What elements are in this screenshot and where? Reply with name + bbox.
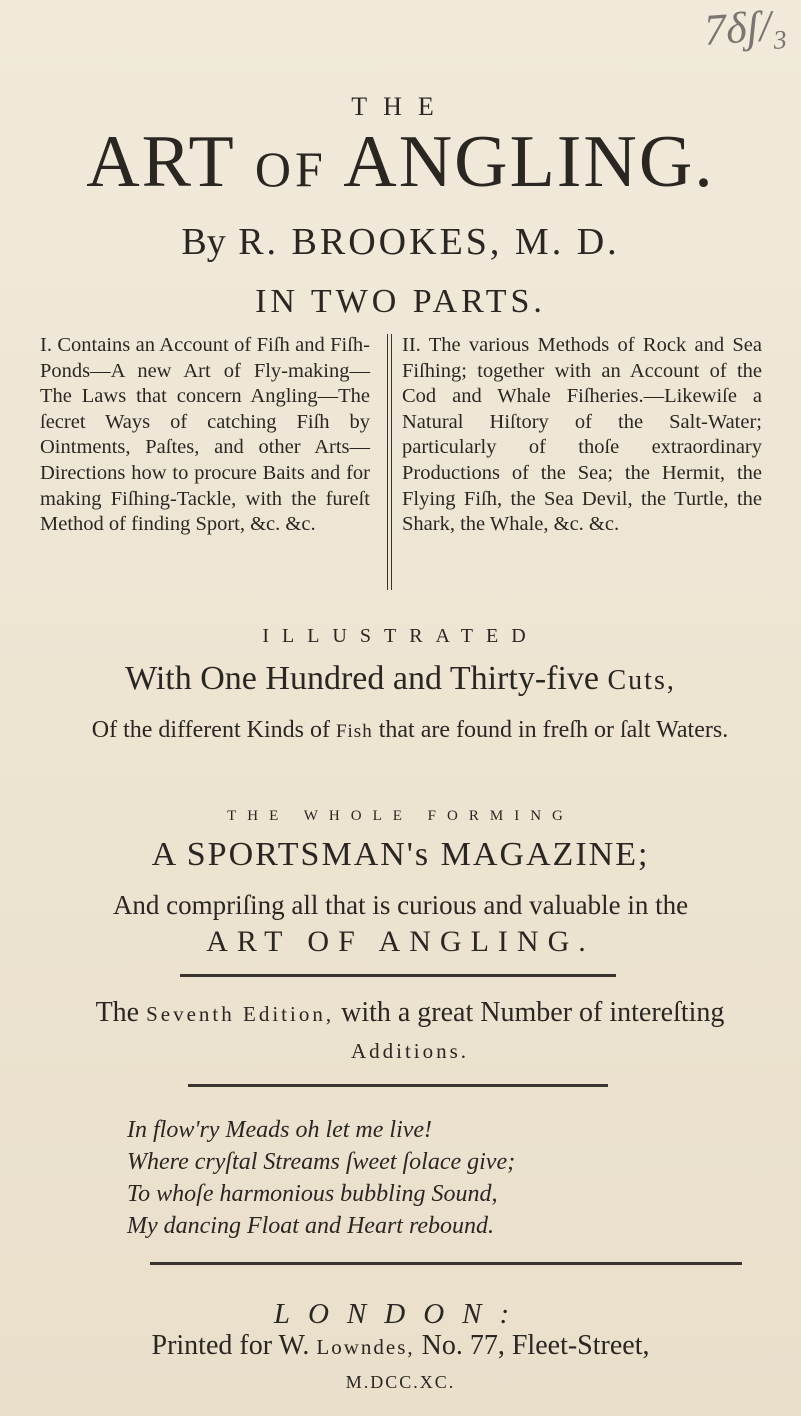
rule-divider (180, 974, 616, 977)
edition-smallcaps: Seventh Edition, (146, 1002, 335, 1026)
edition-pre: The (95, 997, 140, 1028)
column-divider (387, 334, 388, 590)
author-name: R. BROOKES, M. D. (238, 221, 620, 263)
rule-divider (188, 1084, 608, 1087)
printer-pre: Printed for W. (151, 1330, 310, 1361)
poem-line: My dancing Float and Heart rebound. (127, 1213, 495, 1239)
author-by: By (181, 221, 226, 263)
cuts-smallcaps: Cuts, (607, 665, 676, 696)
printer-post: No. 77, Fleet-Street, (421, 1330, 650, 1361)
illustrated-heading: ILLUSTRATED (262, 625, 539, 647)
comprising-line: And compriſing all that is curious and valuable in the (112, 890, 689, 920)
imprint-city: LONDON: (273, 1298, 528, 1330)
rule-divider (150, 1262, 742, 1265)
whole-forming: THE WHOLE FORMING (227, 808, 574, 824)
edition-mid: with a great Number of intereſting (341, 997, 725, 1028)
edition-statement (40, 995, 780, 1069)
fish-smallcaps: Fish (335, 721, 373, 742)
imprint-date: M.DCC.XC. (345, 1372, 456, 1392)
part-two-summary: II. The various Methods of Rock and Sea Fiſhing; together with an Account of the Cod and Whale Fiſheries.—Likewiſe a Natural Hiſtory of the Salt-Water; particularly of thoſe extraordinary Productions of the Sea; the Hermit, the Flying Fiſh, the Sea Devil, the Turtle, the Shark, the Whale, &c. &c. (402, 334, 762, 536)
additions-smallcaps: Additions. (350, 1039, 470, 1063)
fish-pre: Of the different Kinds of (91, 717, 330, 743)
part-one-summary: I. Contains an Account of Fiſh and Fiſh-Ponds—A new Art of Fly-making—The Laws that concern Angling—The ſecret Ways of catching Fiſh by Ointments, Paſtes, and other Arts—Directions how to procure Baits and for making Fiſhing-Tackle, with the fureſt Method of finding Sport, &c. &c. (40, 334, 370, 536)
title-angling: ANGLING. (343, 121, 715, 203)
parts-line: IN TWO PARTS. (255, 283, 546, 320)
epigraph-poem (127, 1114, 515, 1242)
manuscript-shelfmark: 7δʃ/₃ (702, 0, 789, 55)
poem-line: To whoſe harmonious bubbling Sound, (127, 1181, 498, 1207)
cuts-line (0, 660, 801, 698)
poem-line: Where cryſtal Streams ſweet ſolace give; (127, 1149, 516, 1175)
sportsman-magazine: A SPORTSMAN's MAGAZINE; (151, 836, 650, 873)
printer-smallcaps: Lowndes, (316, 1335, 415, 1359)
book-title (0, 120, 801, 205)
fish-line (40, 716, 780, 746)
cuts-text: With One Hundred and Thirty-five (125, 660, 599, 697)
title-of: OF (254, 141, 327, 197)
art-of-angling-line: ART OF ANGLING. (206, 925, 595, 958)
column-divider (391, 334, 392, 590)
poem-line: In flow'ry Meads oh let me live! (127, 1117, 433, 1143)
title-article: THE (351, 92, 450, 121)
author-line (0, 220, 801, 264)
fish-post: that are found in freſh or ſalt Waters. (378, 717, 729, 743)
title-art: ART (86, 121, 235, 203)
imprint-printer (0, 1330, 801, 1362)
